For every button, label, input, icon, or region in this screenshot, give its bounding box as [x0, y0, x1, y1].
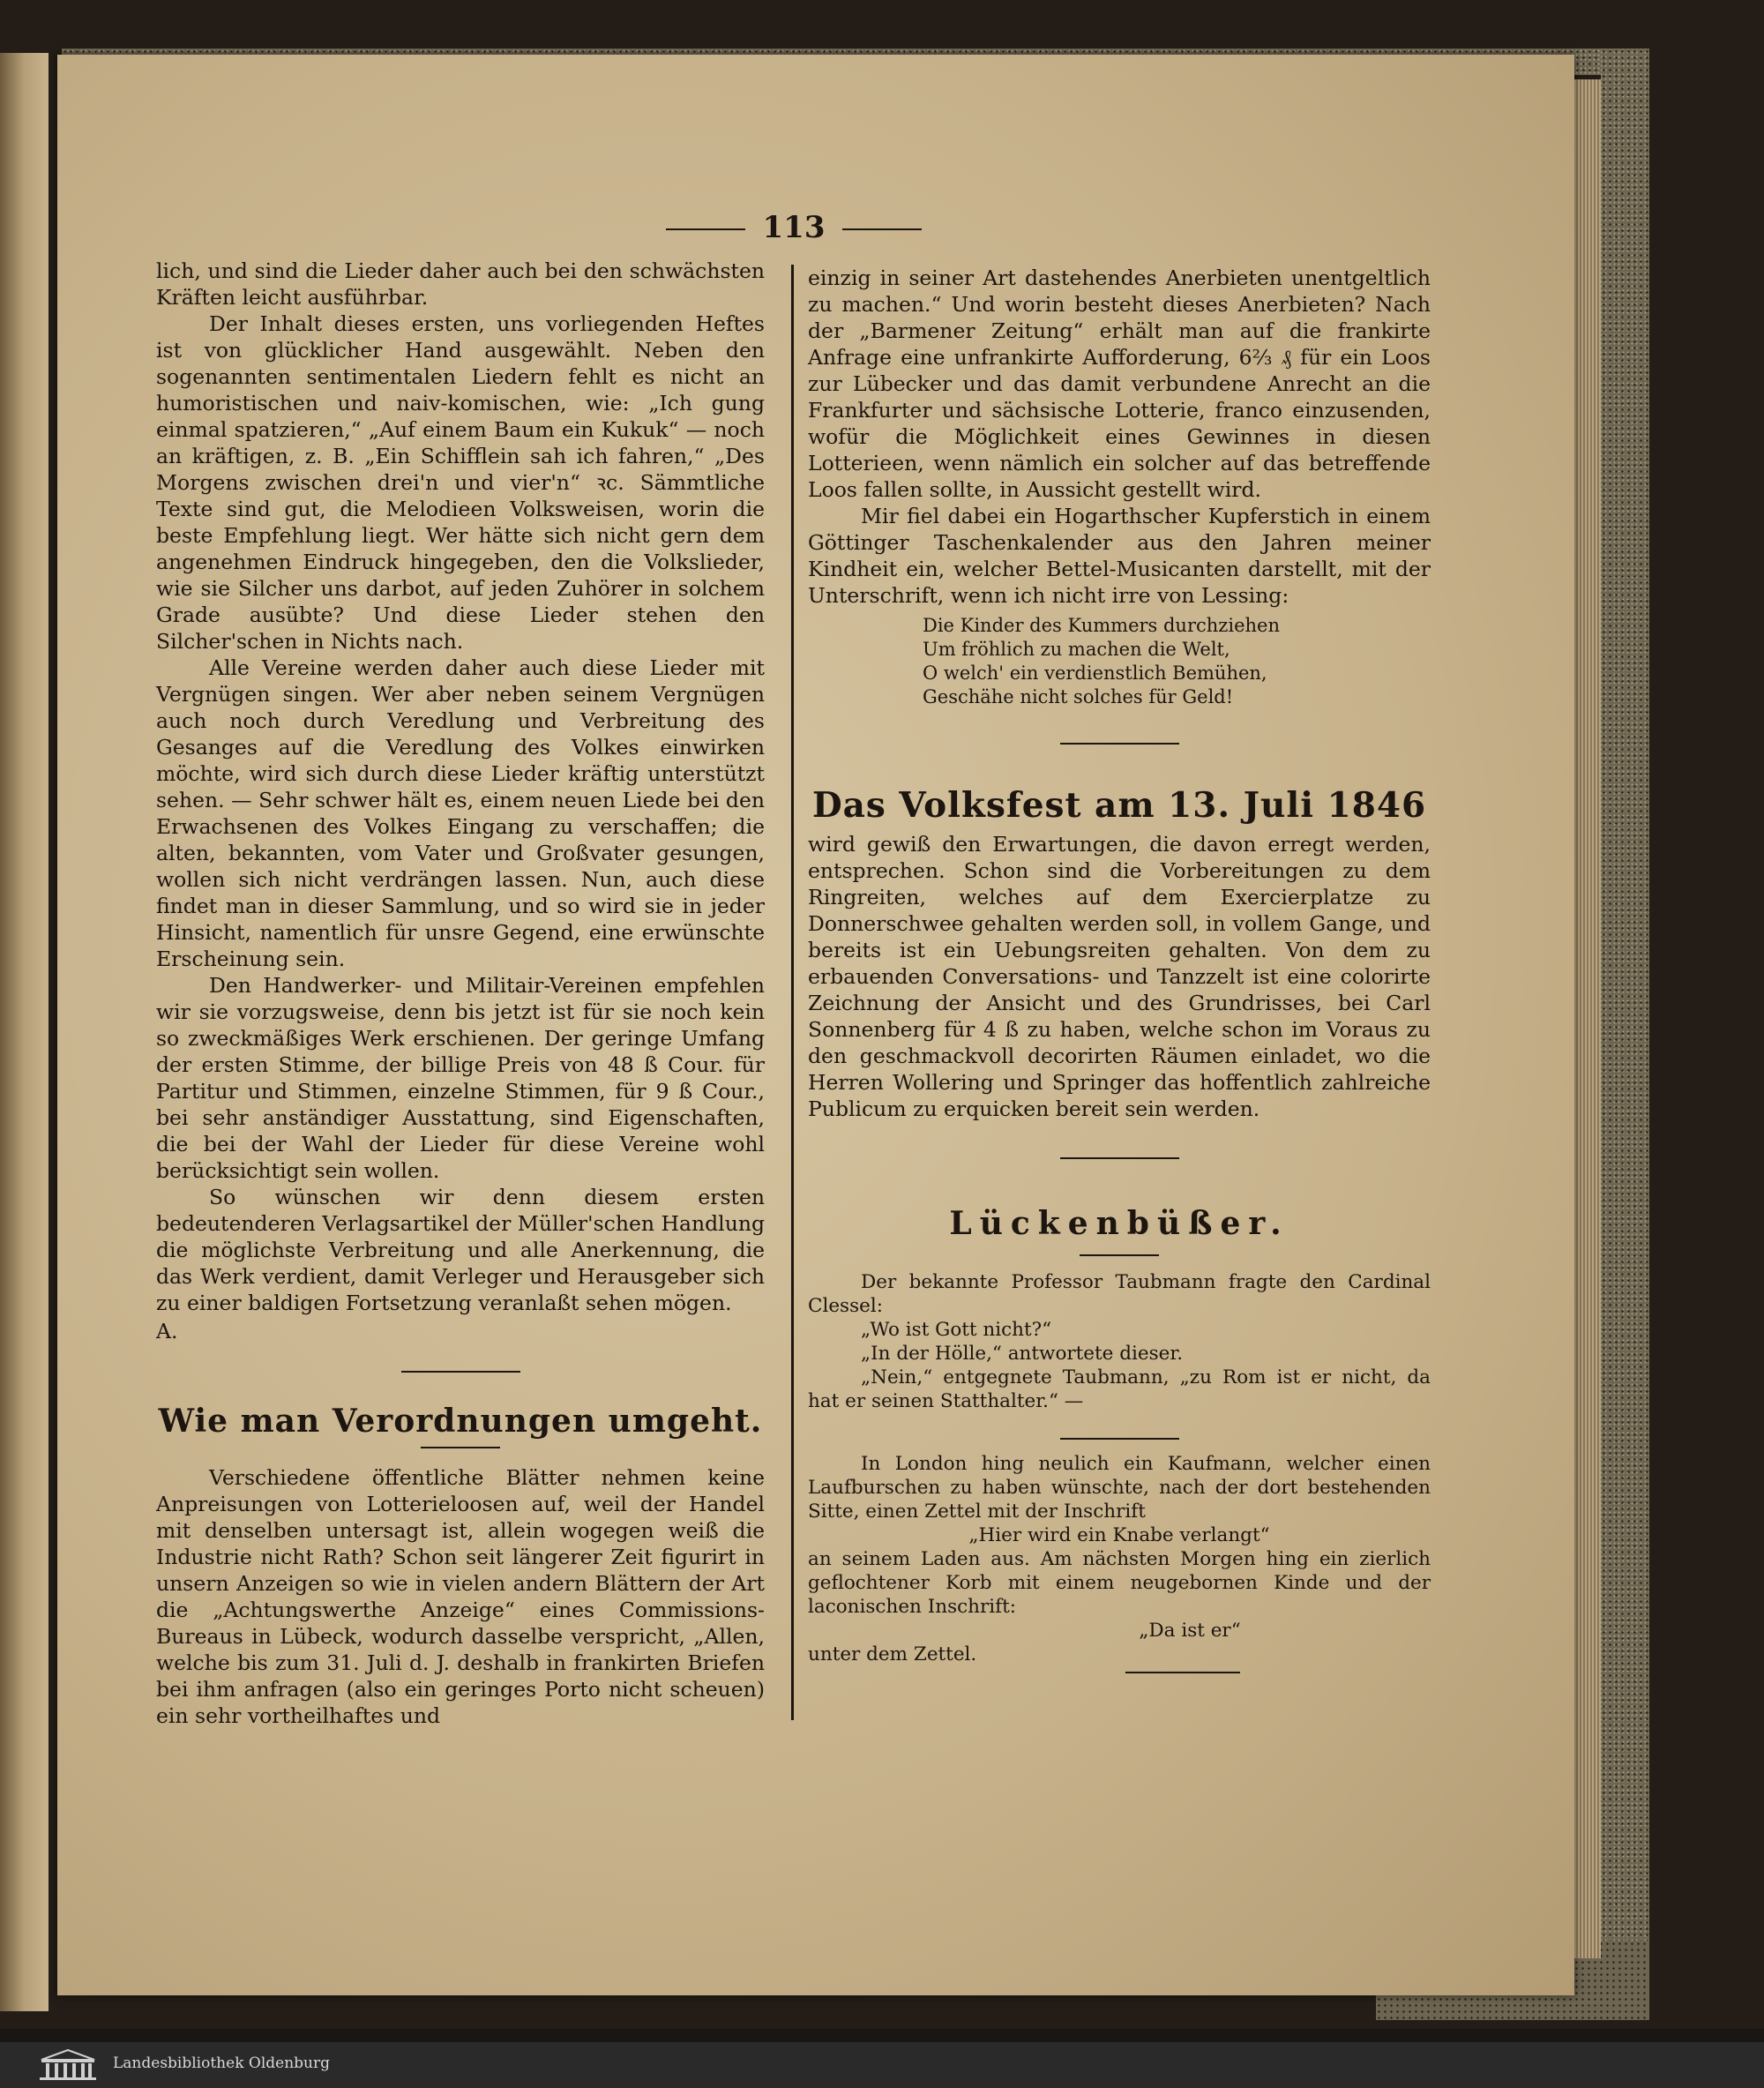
right-column — [808, 265, 1431, 1673]
paragraph: an seinem Laden aus. Am nächsten Morgen hing ein zierlich geflochtener Korb mit einem neugebornen Kinde und der laconischen Inschrift: — [808, 1548, 1431, 1618]
verse-line: Die Kinder des Kummers durchziehen — [923, 615, 1280, 636]
left-page-edge — [0, 53, 49, 2011]
paragraph: Den Handwerker- und Militair-Vereinen empfehlen wir sie vorzugsweise, denn bis jetzt ist für sie noch kein so zweckmäßiges Werk erschienen. Der geringe Umfang der ersten Stimme, der billige Preis von 48 ß Cour. für Partitur und Stimmen, einzelne Stimmen, für 9 ß Cour., bei sehr anständiger Ausstattung, sind Eigenschaften, die bei der Wahl der Lieder für diese Vereine wohl berücksichtigt sein wollen. — [156, 973, 765, 1183]
article-headline: Das Volksfest am 13. Juli 1846 — [811, 785, 1427, 826]
verse-quote — [923, 614, 1431, 709]
dialogue-line: „In der Hölle,“ antwortete dieser. — [861, 1343, 1184, 1365]
headline-underline — [421, 1447, 500, 1448]
section-divider — [1060, 743, 1179, 745]
author-signature: A. — [156, 1319, 178, 1343]
page-number-row — [0, 210, 1588, 245]
left-column — [156, 258, 765, 1729]
paragraph: So wünschen wir denn diesem ersten bedeutenderen Verlagsartikel der Müller'schen Handlung die möglichste Verbreitung und alle Anerkennung, die das Werk verdient, damit Verleger und Herausgeber sich zu einer baldigen Fortsetzung veranlaßt sehen mögen. — [156, 1185, 766, 1315]
library-building-icon — [37, 2047, 99, 2083]
section-headline: Lückenbüßer. — [949, 1205, 1289, 1242]
paragraph: lich, und sind die Lieder daher auch bei den schwächsten Kräften leicht ausführbar. — [156, 258, 765, 310]
paragraph: wird gewiß den Erwartungen, die davon erregt werden, entsprechen. Schon sind die Vorbereitungen zu dem Ringreiten, welches auf dem Exercierplatze zu Donnerschwee gehalten werden soll, in vollem Gange, und bereits ist ein Uebungsreiten gehalten. Von dem zu erbauenden Conversations- und Tanzzelt ist eine colorirte Zeichnung der Ansicht und des Grundrisses, bei Carl Sonnenberg für 4 ß zu haben, welche schon im Voraus zu den geschmackvoll decorirten Räumen einladet, wo die Herren Wollering und Springer das hoffentlich zahlreiche Publicum zu erquicken bereit sein werden. — [808, 832, 1431, 1121]
section-divider — [1125, 1672, 1240, 1673]
column-rule — [791, 265, 794, 1720]
paragraph: Mir fiel dabei ein Hogarthscher Kupferstich in einem Göttinger Taschenkalender aus den Jahren meiner Kindheit ein, welcher Bettel-Musicanten darstellt, mit der Unterschrift, wenn ich nicht irre von Lessing: — [808, 504, 1431, 608]
verse-line: Um fröhlich zu machen die Welt, — [923, 639, 1230, 660]
verse-line: O welch' ein verdienstlich Bemühen, — [923, 662, 1267, 684]
dialogue-line: „Wo ist Gott nicht?“ — [861, 1319, 1052, 1341]
cover-board-right — [1601, 49, 1649, 2020]
verse-line: Geschähe nicht solches für Geld! — [923, 686, 1234, 707]
page-stack-edges — [1574, 79, 1601, 1958]
paragraph: unter dem Zettel. — [808, 1643, 977, 1665]
dialogue-line: „Nein,“ entgegnete Taubmann, „zu Rom ist er nicht, da hat er seinen Statthalter.“ — — [808, 1366, 1431, 1412]
section-divider — [1060, 1438, 1179, 1440]
page-number: 113 — [762, 210, 826, 245]
paragraph: Alle Vereine werden daher auch diese Lieder mit Vergnügen singen. Wer aber neben seinem Vergnügen auch noch durch Veredlung und Verbreitung des Gesanges auf die Veredlung des Volkes einwirken möchte, wird sich durch diese Lieder kräftig unterstützt sehen. — Sehr schwer hält es, einem neuen Liede bei den Erwachsenen des Volkes Eingang zu verschaffen; die alten, bekannten, vom Vater und Großvater gesungen, wollen sich nicht verdrängen lassen. Nun, auch diese findet man in dieser Sammlung, und so wird sie in jeder Hinsicht, namentlich für unsre Gegend, eine erwünschte Erscheinung sein. — [156, 655, 765, 971]
viewer-footer — [0, 2042, 1764, 2088]
quoted-inscription: „Hier wird ein Knabe verlangt“ — [968, 1524, 1270, 1546]
section-divider — [1060, 1157, 1179, 1159]
article-headline: Wie man Verordnungen umgeht. — [158, 1403, 763, 1440]
paragraph: Der bekannte Professor Taubmann fragte den Cardinal Clessel: — [808, 1271, 1431, 1317]
paragraph: Der Inhalt dieses ersten, uns vorliegenden Heftes ist von glücklicher Hand ausgewählt. Neben den sogenannten sentimentalen Liedern fehlt es nicht an humoristischen und naiv-komischen, wie: „Ich gung einmal spatzieren,“ „Auf einem Baum ein Kukuk“ — noch an kräftigen, z. B. „Ein Schifflein sah ich fahren,“ „Des Morgens zwischen drei'n und vier'n“ ꝛc. Sämmtliche Texte sind gut, die Melodieen Volksweisen, worin die beste Empfehlung liegt. Wer hätte sich nicht gern dem angenehmen Eindruck hingegeben, den die Volkslieder, wie sie Silcher uns darbot, auf jeden Zuhörer in solchem Grade ausübte? Und diese Lieder stehen den Silcher'schen in Nichts nach. — [156, 311, 765, 654]
headline-underline — [1080, 1254, 1159, 1256]
page-number-dash-left — [666, 228, 745, 230]
paragraph: In London hing neulich ein Kaufmann, welcher einen Laufburschen zu haben wünschte, nach der dort bestehenden Sitte, einen Zettel mit der Inschrift — [808, 1453, 1431, 1523]
quoted-inscription: „Da ist er“ — [1139, 1620, 1241, 1642]
library-name[interactable]: Landesbibliothek Oldenburg — [113, 2054, 331, 2072]
paragraph: einzig in seiner Art dastehendes Anerbieten unentgeltlich zu machen.“ Und worin besteht dieses Anerbieten? Nach der „Barmener Zeitung“ erhält man auf die frankirte Anfrage eine unfrankirte Aufforderung, 6⅔ ₰ für ein Loos zur Lübecker und das damit verbundene Anrecht an die Frankfurter und sächsische Lotterie, franco einzusenden, wofür die Möglichkeit eines Gewinnes in diesen Lotterieen, wenn nämlich ein solcher auf das betreffende Loos fallen sollte, in Aussicht gestellt wird. — [808, 266, 1431, 502]
page-number-dash-right — [842, 228, 922, 230]
anecdote-london — [808, 1452, 1431, 1666]
anecdote-taubmann — [808, 1270, 1431, 1413]
section-divider — [401, 1371, 520, 1373]
paragraph: Verschiedene öffentliche Blätter nehmen keine Anpreisungen von Lotterieloosen auf, weil der Handel mit denselben untersagt ist, allein wogegen weiß die Industrie nicht Rath? Schon seit längerer Zeit figurirt in unsern Anzeigen so wie in vielen andern Blättern der Art die „Achtungswerthe Anzeige“ eines Commissions-Bureaus in Lübeck, wodurch dasselbe verspricht, „Allen, welche bis zum 31. Juli d. J. deshalb in frankirten Briefen bei ihm anfragen (also ein geringes Porto nicht scheuen) ein sehr vortheilhaftes und — [156, 1465, 765, 1728]
